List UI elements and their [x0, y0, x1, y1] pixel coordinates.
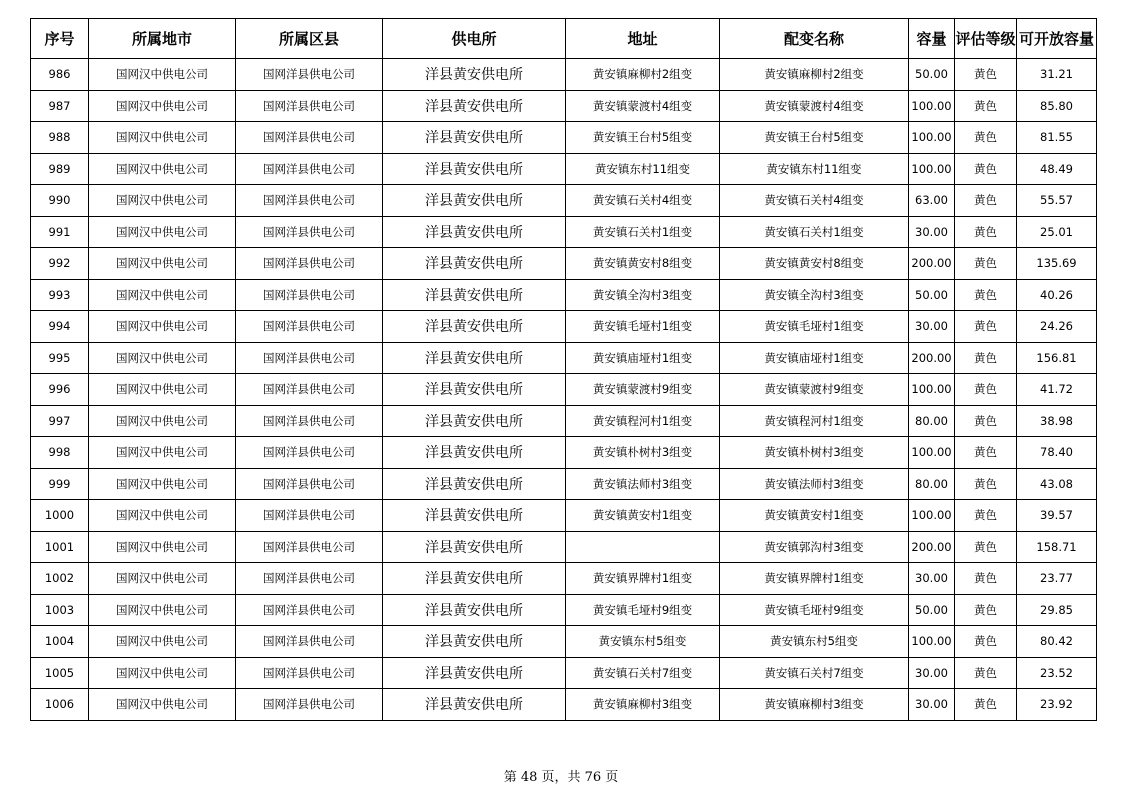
cell-open-capacity: 158.71 — [1017, 531, 1097, 563]
header-county: 所属区县 — [236, 19, 383, 59]
table-row — [31, 311, 1097, 343]
cell-city: 国网汉中供电公司 — [89, 90, 236, 122]
cell-address: 黄安镇全沟村3组变 — [566, 279, 720, 311]
cell-county: 国网洋县供电公司 — [236, 374, 383, 406]
cell-address: 黄安镇庙垭村1组变 — [566, 342, 720, 374]
cell-station: 洋县黄安供电所 — [383, 500, 566, 532]
cell-station: 洋县黄安供电所 — [383, 374, 566, 406]
header-open-capacity: 可开放容量 — [1017, 19, 1097, 59]
cell-open-capacity: 43.08 — [1017, 468, 1097, 500]
cell-rating: 黄色 — [955, 374, 1017, 406]
table-row — [31, 248, 1097, 280]
table-row — [31, 90, 1097, 122]
cell-index: 1003 — [31, 594, 89, 626]
cell-city: 国网汉中供电公司 — [89, 248, 236, 280]
cell-county: 国网洋县供电公司 — [236, 468, 383, 500]
cell-open-capacity: 40.26 — [1017, 279, 1097, 311]
cell-rating: 黄色 — [955, 689, 1017, 721]
cell-open-capacity: 78.40 — [1017, 437, 1097, 469]
cell-station: 洋县黄安供电所 — [383, 342, 566, 374]
cell-capacity: 200.00 — [909, 342, 955, 374]
cell-capacity: 100.00 — [909, 374, 955, 406]
cell-station: 洋县黄安供电所 — [383, 185, 566, 217]
cell-county: 国网洋县供电公司 — [236, 626, 383, 658]
cell-address: 黄安镇东村5组变 — [566, 626, 720, 658]
table-row — [31, 122, 1097, 154]
header-address: 地址 — [566, 19, 720, 59]
cell-county: 国网洋县供电公司 — [236, 437, 383, 469]
cell-county: 国网洋县供电公司 — [236, 689, 383, 721]
cell-index: 994 — [31, 311, 89, 343]
cell-station: 洋县黄安供电所 — [383, 279, 566, 311]
cell-transformer-name: 黄安镇黄安村1组变 — [720, 500, 909, 532]
cell-rating: 黄色 — [955, 563, 1017, 595]
cell-index: 990 — [31, 185, 89, 217]
cell-address: 黄安镇法师村3组变 — [566, 468, 720, 500]
cell-transformer-name: 黄安镇麻柳村2组变 — [720, 59, 909, 91]
cell-rating: 黄色 — [955, 248, 1017, 280]
cell-capacity: 200.00 — [909, 531, 955, 563]
cell-transformer-name: 黄安镇蒙渡村9组变 — [720, 374, 909, 406]
cell-transformer-name: 黄安镇程河村1组变 — [720, 405, 909, 437]
cell-address: 黄安镇蒙渡村4组变 — [566, 90, 720, 122]
table-row — [31, 185, 1097, 217]
cell-capacity: 63.00 — [909, 185, 955, 217]
cell-capacity: 100.00 — [909, 122, 955, 154]
cell-address: 黄安镇程河村1组变 — [566, 405, 720, 437]
cell-rating: 黄色 — [955, 468, 1017, 500]
cell-index: 1005 — [31, 657, 89, 689]
cell-rating: 黄色 — [955, 626, 1017, 658]
cell-capacity: 100.00 — [909, 626, 955, 658]
cell-address — [566, 531, 720, 563]
cell-station: 洋县黄安供电所 — [383, 216, 566, 248]
cell-capacity: 100.00 — [909, 153, 955, 185]
cell-capacity: 30.00 — [909, 216, 955, 248]
cell-index: 992 — [31, 248, 89, 280]
cell-county: 国网洋县供电公司 — [236, 279, 383, 311]
cell-station: 洋县黄安供电所 — [383, 153, 566, 185]
cell-open-capacity: 41.72 — [1017, 374, 1097, 406]
cell-transformer-name: 黄安镇庙垭村1组变 — [720, 342, 909, 374]
cell-transformer-name: 黄安镇麻柳村3组变 — [720, 689, 909, 721]
cell-city: 国网汉中供电公司 — [89, 374, 236, 406]
cell-county: 国网洋县供电公司 — [236, 405, 383, 437]
cell-open-capacity: 48.49 — [1017, 153, 1097, 185]
cell-transformer-name: 黄安镇郭沟村3组变 — [720, 531, 909, 563]
cell-county: 国网洋县供电公司 — [236, 500, 383, 532]
cell-capacity: 50.00 — [909, 279, 955, 311]
cell-open-capacity: 31.21 — [1017, 59, 1097, 91]
cell-city: 国网汉中供电公司 — [89, 311, 236, 343]
table-row — [31, 594, 1097, 626]
cell-city: 国网汉中供电公司 — [89, 626, 236, 658]
table-row — [31, 657, 1097, 689]
table-row — [31, 500, 1097, 532]
cell-open-capacity: 23.77 — [1017, 563, 1097, 595]
table-row — [31, 437, 1097, 469]
cell-transformer-name: 黄安镇黄安村8组变 — [720, 248, 909, 280]
cell-open-capacity: 29.85 — [1017, 594, 1097, 626]
cell-transformer-name: 黄安镇毛垭村1组变 — [720, 311, 909, 343]
table-row — [31, 374, 1097, 406]
cell-transformer-name: 黄安镇石关村4组变 — [720, 185, 909, 217]
header-capacity: 容量 — [909, 19, 955, 59]
cell-city: 国网汉中供电公司 — [89, 468, 236, 500]
cell-address: 黄安镇黄安村1组变 — [566, 500, 720, 532]
cell-rating: 黄色 — [955, 279, 1017, 311]
cell-open-capacity: 23.92 — [1017, 689, 1097, 721]
cell-index: 1006 — [31, 689, 89, 721]
cell-transformer-name: 黄安镇全沟村3组变 — [720, 279, 909, 311]
cell-city: 国网汉中供电公司 — [89, 342, 236, 374]
cell-index: 1001 — [31, 531, 89, 563]
header-city: 所属地市 — [89, 19, 236, 59]
cell-rating: 黄色 — [955, 153, 1017, 185]
cell-capacity: 100.00 — [909, 437, 955, 469]
cell-city: 国网汉中供电公司 — [89, 689, 236, 721]
cell-address: 黄安镇蒙渡村9组变 — [566, 374, 720, 406]
cell-city: 国网汉中供电公司 — [89, 185, 236, 217]
cell-index: 988 — [31, 122, 89, 154]
table-row — [31, 153, 1097, 185]
cell-county: 国网洋县供电公司 — [236, 563, 383, 595]
cell-rating: 黄色 — [955, 122, 1017, 154]
cell-rating: 黄色 — [955, 59, 1017, 91]
table-row — [31, 342, 1097, 374]
cell-rating: 黄色 — [955, 531, 1017, 563]
cell-address: 黄安镇毛垭村1组变 — [566, 311, 720, 343]
cell-county: 国网洋县供电公司 — [236, 122, 383, 154]
cell-station: 洋县黄安供电所 — [383, 405, 566, 437]
cell-index: 996 — [31, 374, 89, 406]
cell-city: 国网汉中供电公司 — [89, 531, 236, 563]
cell-open-capacity: 23.52 — [1017, 657, 1097, 689]
cell-city: 国网汉中供电公司 — [89, 657, 236, 689]
cell-transformer-name: 黄安镇毛垭村9组变 — [720, 594, 909, 626]
cell-capacity: 30.00 — [909, 311, 955, 343]
cell-station: 洋县黄安供电所 — [383, 437, 566, 469]
cell-city: 国网汉中供电公司 — [89, 405, 236, 437]
cell-capacity: 200.00 — [909, 248, 955, 280]
cell-address: 黄安镇石关村4组变 — [566, 185, 720, 217]
header-transformer-name: 配变名称 — [720, 19, 909, 59]
cell-index: 999 — [31, 468, 89, 500]
cell-open-capacity: 55.57 — [1017, 185, 1097, 217]
cell-index: 993 — [31, 279, 89, 311]
cell-rating: 黄色 — [955, 437, 1017, 469]
cell-open-capacity: 81.55 — [1017, 122, 1097, 154]
cell-city: 国网汉中供电公司 — [89, 500, 236, 532]
table-row — [31, 689, 1097, 721]
cell-station: 洋县黄安供电所 — [383, 531, 566, 563]
cell-station: 洋县黄安供电所 — [383, 122, 566, 154]
cell-index: 986 — [31, 59, 89, 91]
table-row — [31, 531, 1097, 563]
cell-capacity: 80.00 — [909, 468, 955, 500]
cell-rating: 黄色 — [955, 405, 1017, 437]
cell-transformer-name: 黄安镇东村11组变 — [720, 153, 909, 185]
cell-address: 黄安镇界牌村1组变 — [566, 563, 720, 595]
cell-open-capacity: 39.57 — [1017, 500, 1097, 532]
table-row — [31, 563, 1097, 595]
cell-station: 洋县黄安供电所 — [383, 248, 566, 280]
cell-address: 黄安镇王台村5组变 — [566, 122, 720, 154]
cell-index: 995 — [31, 342, 89, 374]
cell-transformer-name: 黄安镇东村5组变 — [720, 626, 909, 658]
cell-open-capacity: 38.98 — [1017, 405, 1097, 437]
cell-capacity: 50.00 — [909, 594, 955, 626]
cell-county: 国网洋县供电公司 — [236, 342, 383, 374]
table-row — [31, 468, 1097, 500]
header-row — [31, 19, 1097, 59]
cell-station: 洋县黄安供电所 — [383, 594, 566, 626]
cell-rating: 黄色 — [955, 311, 1017, 343]
cell-county: 国网洋县供电公司 — [236, 185, 383, 217]
cell-station: 洋县黄安供电所 — [383, 626, 566, 658]
cell-city: 国网汉中供电公司 — [89, 153, 236, 185]
cell-city: 国网汉中供电公司 — [89, 216, 236, 248]
cell-rating: 黄色 — [955, 594, 1017, 626]
cell-rating: 黄色 — [955, 216, 1017, 248]
cell-address: 黄安镇黄安村8组变 — [566, 248, 720, 280]
cell-capacity: 30.00 — [909, 689, 955, 721]
cell-transformer-name: 黄安镇蒙渡村4组变 — [720, 90, 909, 122]
cell-address: 黄安镇石关村1组变 — [566, 216, 720, 248]
cell-county: 国网洋县供电公司 — [236, 90, 383, 122]
cell-county: 国网洋县供电公司 — [236, 248, 383, 280]
page-footer: 第 48 页，共 76 页 — [503, 770, 619, 785]
cell-index: 989 — [31, 153, 89, 185]
table-row — [31, 279, 1097, 311]
cell-transformer-name: 黄安镇石关村1组变 — [720, 216, 909, 248]
cell-open-capacity: 80.42 — [1017, 626, 1097, 658]
cell-city: 国网汉中供电公司 — [89, 563, 236, 595]
cell-address: 黄安镇朴树村3组变 — [566, 437, 720, 469]
cell-index: 987 — [31, 90, 89, 122]
table-row — [31, 626, 1097, 658]
table-row — [31, 216, 1097, 248]
cell-transformer-name: 黄安镇王台村5组变 — [720, 122, 909, 154]
cell-rating: 黄色 — [955, 90, 1017, 122]
cell-capacity: 100.00 — [909, 90, 955, 122]
cell-county: 国网洋县供电公司 — [236, 594, 383, 626]
cell-capacity: 50.00 — [909, 59, 955, 91]
cell-county: 国网洋县供电公司 — [236, 657, 383, 689]
cell-rating: 黄色 — [955, 185, 1017, 217]
cell-station: 洋县黄安供电所 — [383, 468, 566, 500]
cell-index: 1004 — [31, 626, 89, 658]
cell-county: 国网洋县供电公司 — [236, 153, 383, 185]
cell-address: 黄安镇东村11组变 — [566, 153, 720, 185]
cell-index: 1000 — [31, 500, 89, 532]
cell-county: 国网洋县供电公司 — [236, 216, 383, 248]
cell-open-capacity: 24.26 — [1017, 311, 1097, 343]
cell-index: 998 — [31, 437, 89, 469]
cell-index: 997 — [31, 405, 89, 437]
cell-rating: 黄色 — [955, 500, 1017, 532]
cell-city: 国网汉中供电公司 — [89, 59, 236, 91]
cell-station: 洋县黄安供电所 — [383, 657, 566, 689]
cell-city: 国网汉中供电公司 — [89, 279, 236, 311]
cell-open-capacity: 135.69 — [1017, 248, 1097, 280]
cell-city: 国网汉中供电公司 — [89, 594, 236, 626]
cell-open-capacity: 85.80 — [1017, 90, 1097, 122]
cell-city: 国网汉中供电公司 — [89, 437, 236, 469]
cell-address: 黄安镇石关村7组变 — [566, 657, 720, 689]
table-body — [31, 59, 1097, 721]
cell-transformer-name: 黄安镇界牌村1组变 — [720, 563, 909, 595]
cell-capacity: 100.00 — [909, 500, 955, 532]
cell-address: 黄安镇麻柳村3组变 — [566, 689, 720, 721]
cell-county: 国网洋县供电公司 — [236, 311, 383, 343]
cell-transformer-name: 黄安镇朴树村3组变 — [720, 437, 909, 469]
header-rating: 评估等级 — [955, 19, 1017, 59]
cell-station: 洋县黄安供电所 — [383, 311, 566, 343]
cell-address: 黄安镇毛垭村9组变 — [566, 594, 720, 626]
cell-capacity: 30.00 — [909, 657, 955, 689]
cell-rating: 黄色 — [955, 342, 1017, 374]
cell-open-capacity: 25.01 — [1017, 216, 1097, 248]
cell-index: 991 — [31, 216, 89, 248]
capacity-table — [30, 18, 1097, 721]
cell-capacity: 30.00 — [909, 563, 955, 595]
cell-capacity: 80.00 — [909, 405, 955, 437]
cell-transformer-name: 黄安镇法师村3组变 — [720, 468, 909, 500]
cell-rating: 黄色 — [955, 657, 1017, 689]
cell-county: 国网洋县供电公司 — [236, 59, 383, 91]
header-index: 序号 — [31, 19, 89, 59]
cell-index: 1002 — [31, 563, 89, 595]
cell-open-capacity: 156.81 — [1017, 342, 1097, 374]
cell-station: 洋县黄安供电所 — [383, 563, 566, 595]
cell-station: 洋县黄安供电所 — [383, 689, 566, 721]
cell-station: 洋县黄安供电所 — [383, 59, 566, 91]
header-station: 供电所 — [383, 19, 566, 59]
cell-county: 国网洋县供电公司 — [236, 531, 383, 563]
cell-address: 黄安镇麻柳村2组变 — [566, 59, 720, 91]
cell-transformer-name: 黄安镇石关村7组变 — [720, 657, 909, 689]
table-row — [31, 59, 1097, 91]
cell-station: 洋县黄安供电所 — [383, 90, 566, 122]
table-row — [31, 405, 1097, 437]
cell-city: 国网汉中供电公司 — [89, 122, 236, 154]
